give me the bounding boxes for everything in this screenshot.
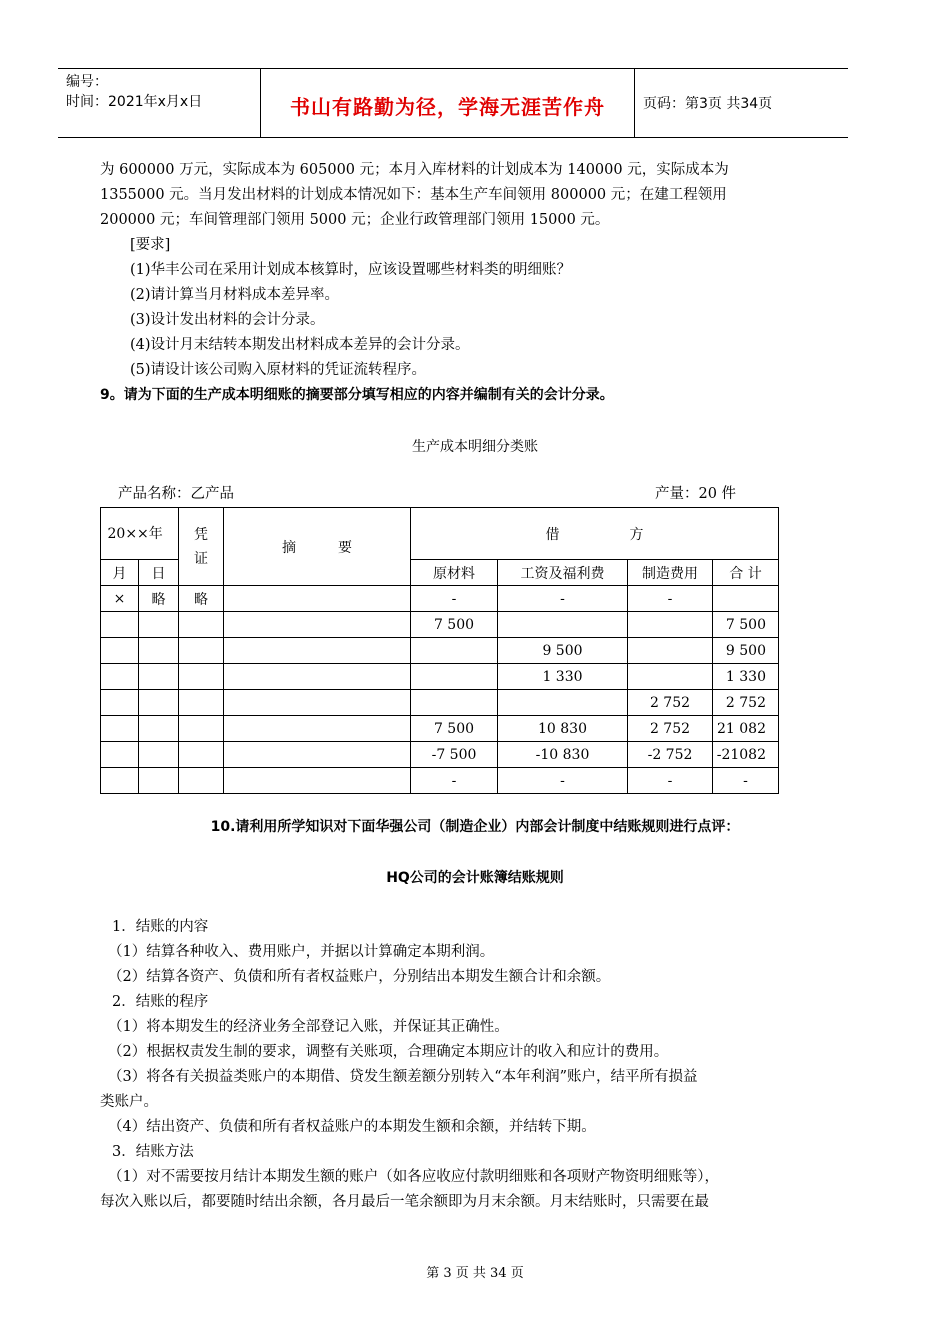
table-row [101,586,779,612]
cell-summary [224,664,411,690]
cell-summary [224,690,411,716]
serial-label: 编号： [66,74,108,90]
table-row [101,768,779,794]
cell-material [411,690,498,716]
table-row [101,716,779,742]
header-motto: 书山有路勤为径，学海无涯苦作舟 [290,95,605,119]
cell-wages [498,612,628,638]
rules-line: 1．结账的内容 [112,919,209,935]
product-label: 产品名称：乙产品 [118,486,234,502]
cell-month [101,612,139,638]
cell-overhead: - [628,768,713,794]
cell-overhead: - [628,586,713,612]
year-header: 20××年 [101,508,179,560]
cell-total: 9 500 [713,638,779,664]
cell-wages: 9 500 [498,638,628,664]
col-material-header: 原材料 [411,560,498,586]
requirement-item: (4)设计月末结转本期发出材料成本差异的会计分录。 [130,337,470,353]
cell-total: 7 500 [713,612,779,638]
rules-line: （2）根据权责发生制的要求，调整有关账项，合理确定本期应计的收入和应计的费用。 [108,1044,669,1060]
cell-summary [224,638,411,664]
cell-total: 1 330 [713,664,779,690]
question-9: 9。请为下面的生产成本明细账的摘要部分填写相应的内容并编制有关的会计分录。 [100,387,614,403]
cell-material: 7 500 [411,716,498,742]
header-meta [66,72,261,112]
rules-line: （1）结算各种收入、费用账户，并据以计算确定本期利润。 [108,944,495,960]
cell-month: × [101,586,139,612]
table-row [101,690,779,716]
cell-day [139,638,179,664]
cell-wages: - [498,586,628,612]
rules-line: 每次入账以后，都要随时结出余额，各月最后一笔余额即为月末余额。月末结账时，只需要在最 [100,1194,709,1210]
ledger-table [100,507,779,794]
cell-wages: - [498,768,628,794]
header-motto-box [260,69,635,137]
page-footer: 第 3 页 共 34 页 [426,1266,524,1281]
rules-line: （1）对不需要按月结计本期发生额的账户（如各应收应付款明细账和各项财产物资明细账等）， [108,1169,719,1185]
paragraph-line: 200000 元；车间管理部门领用 5000 元；企业行政管理部门领用 15000 元。 [100,212,610,228]
cell-voucher [179,768,224,794]
page-label: 页码：第3页 共34页 [643,96,773,112]
cell-total: -21082 [713,742,779,768]
cell-summary [224,716,411,742]
table-row [101,664,779,690]
cell-overhead: 2 752 [628,690,713,716]
time-label: 时间：2021年x月x日 [66,94,203,110]
col-overhead-header: 制造费用 [628,560,713,586]
rules-line: （2）结算各资产、负债和所有者权益账户，分别结出本期发生额合计和余额。 [108,969,611,985]
rules-line: （4）结出资产、负债和所有者权益账户的本期发生额和余额，并结转下期。 [108,1119,596,1135]
cell-wages: 1 330 [498,664,628,690]
cell-month [101,716,139,742]
cell-day [139,690,179,716]
cell-voucher [179,664,224,690]
cell-material [411,638,498,664]
table-row [101,638,779,664]
cell-total: 21 082 [713,716,779,742]
rules-line: 类账户。 [100,1094,158,1110]
cell-summary [224,768,411,794]
rules-line: （3）将各有关损益类账户的本期借、贷发生额差额分别转入“本年利润”账户，结平所有损益 [108,1069,698,1085]
cell-month [101,742,139,768]
cell-day [139,716,179,742]
cell-overhead [628,664,713,690]
cell-month [101,638,139,664]
cell-day [139,768,179,794]
requirement-item: (1)华丰公司在采用计划成本核算时，应该设置哪些材料类的明细账？ [130,262,572,278]
cell-voucher: 略 [179,586,224,612]
debit-header: 借 方 [411,508,779,560]
month-header: 月 [101,560,139,586]
cell-voucher [179,612,224,638]
cell-summary [224,742,411,768]
rules-line: 3．结账方法 [112,1144,194,1160]
cell-voucher [179,638,224,664]
rules-line: 2．结账的程序 [112,994,209,1010]
cell-summary [224,612,411,638]
cell-overhead: -2 752 [628,742,713,768]
col-total-header: 合 计 [713,560,779,586]
quantity-label: 产量：20 件 [655,486,737,502]
requirement-item: (3)设计发出材料的会计分录。 [130,312,325,328]
cell-total: 2 752 [713,690,779,716]
page-header [58,68,848,138]
rules-title: HQ公司的会计账簿结账规则 [386,870,564,886]
paragraph-line: 为 600000 万元，实际成本为 605000 元；本月入库材料的计划成本为 140000 元，实际成本为 [100,162,729,178]
cell-material: - [411,768,498,794]
cell-total [713,586,779,612]
summary-header: 摘 要 [224,508,411,586]
requirement-item: (2)请计算当月材料成本差异率。 [130,287,340,303]
question-10: 10.请利用所学知识对下面华强公司（制造企业）内部会计制度中结账规则进行点评： [210,819,740,835]
cell-voucher [179,690,224,716]
paragraph-line: 1355000 元。当月发出材料的计划成本情况如下：基本生产车间领用 800000 元；在建工程领用 [100,187,727,203]
cell-overhead [628,638,713,664]
cell-wages: -10 830 [498,742,628,768]
cell-wages [498,690,628,716]
ledger-title: 生产成本明细分类账 [412,439,538,455]
requirements-title: [要求] [130,237,171,253]
rules-line: （1）将本期发生的经济业务全部登记入账，并保证其正确性。 [108,1019,509,1035]
cell-day [139,612,179,638]
cell-overhead [628,612,713,638]
col-wages-header: 工资及福利费 [498,560,628,586]
day-header: 日 [139,560,179,586]
cell-day: 略 [139,586,179,612]
cell-overhead: 2 752 [628,716,713,742]
requirement-item: (5)请设计该公司购入原材料的凭证流转程序。 [130,362,427,378]
cell-material: - [411,586,498,612]
cell-month [101,664,139,690]
cell-month [101,690,139,716]
table-row [101,612,779,638]
cell-day [139,664,179,690]
cell-material: -7 500 [411,742,498,768]
cell-wages: 10 830 [498,716,628,742]
cell-voucher [179,716,224,742]
table-row [101,742,779,768]
cell-material [411,664,498,690]
cell-month [101,768,139,794]
cell-material: 7 500 [411,612,498,638]
cell-voucher [179,742,224,768]
cell-day [139,742,179,768]
cell-total: - [713,768,779,794]
cell-summary [224,586,411,612]
voucher-header: 凭证 [179,508,224,586]
